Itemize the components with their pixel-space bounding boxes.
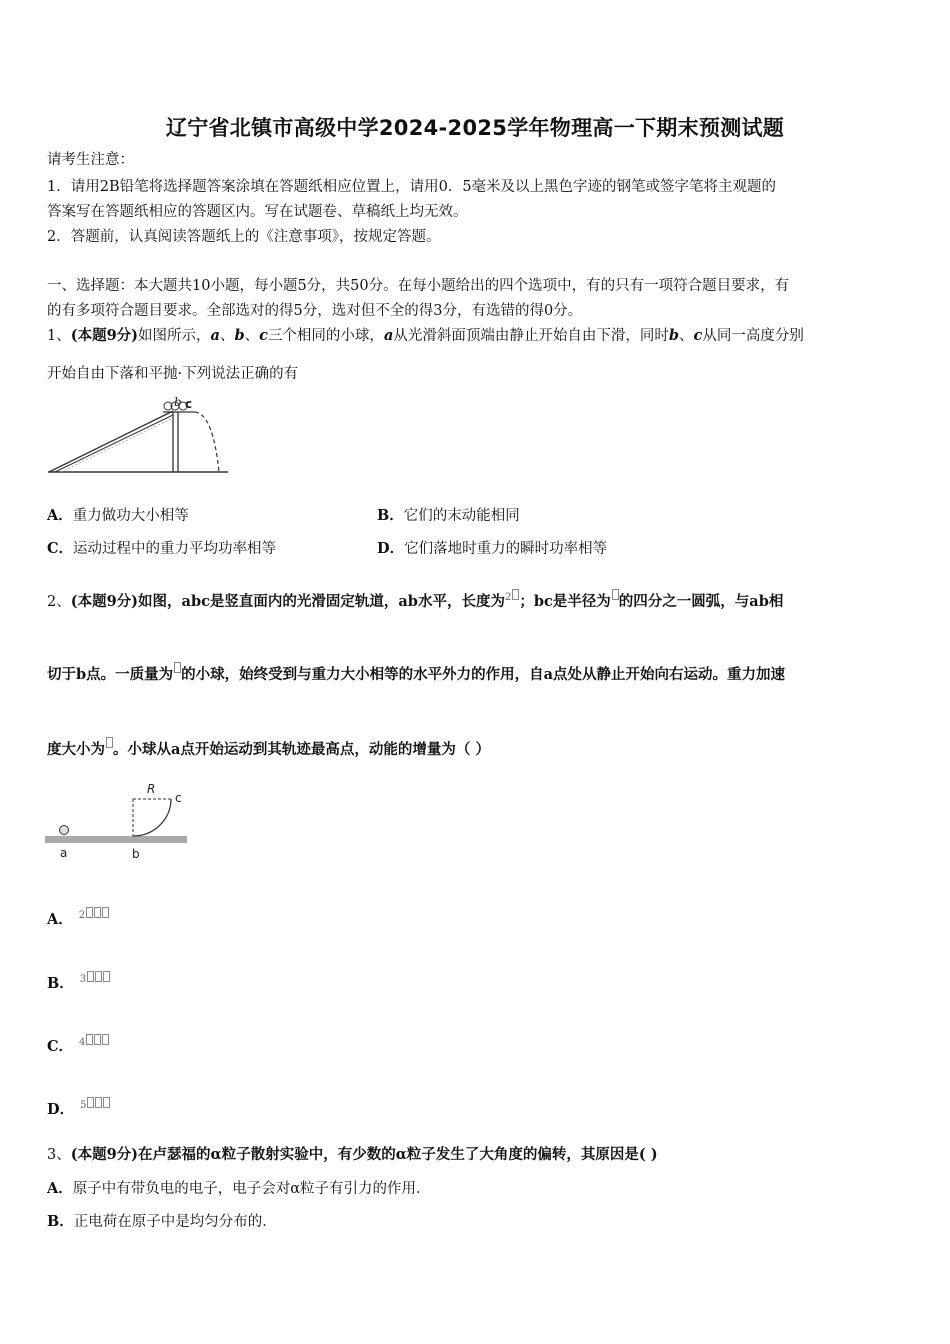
q2-option-b[interactable]: B． 3 [47,970,110,994]
q2-label-c: c [175,791,182,805]
q1-sep-1: 、 [219,328,235,344]
q1-sep-2: 、 [244,328,260,344]
q2-option-c[interactable]: C． 4 [47,1033,109,1057]
notice-line-2: 答案写在答题纸相应的答题区内。写在试题卷、草稿纸上均无效。 [47,204,468,220]
q1-line-2: 开始自由下落和平抛·下列说法正确的有 [47,366,299,382]
notice-line-3: 2．答题前，认真阅读答题纸上的《注意事项》，按规定答题。 [47,229,441,245]
q3-number: 3、 [47,1147,71,1163]
q1-score: (本题9分) [70,327,139,344]
page-title: 辽宁省北镇市高级中学2024-2025学年物理高一下期末预测试题 [165,116,785,140]
q2-option-d[interactable]: D． 5 [47,1096,110,1120]
q3-option-b[interactable]: B．正电荷在原子中是均匀分布的． [47,1213,277,1230]
q1-text-1: 如图所示， [138,328,211,344]
q2-text-6: 度大小为 [47,741,105,758]
q1-text-4: 从同一高度分别 [702,328,804,344]
q2-text-5: 的小球，始终受到与重力大小相等的水平外力的作用，自a点处从静止开始向右运动。重力加速 [181,666,786,683]
q2-label-a: a [60,846,68,860]
q3-text: 在卢瑟福的α粒子散射实验中，有少数的α粒子发生了大角度的偏转，其原因是( ) [138,1146,658,1163]
q1-sep-3: 、 [678,328,694,344]
q1-var-b: b [234,327,245,344]
q3-score: (本题9分) [70,1146,139,1163]
q2-text-7: 。小球从a点开始运动到其轨迹最高点，动能的增量为（ ） [113,741,490,758]
notice-heading: 请考生注意： [47,152,134,168]
q2-line-2 [47,662,785,685]
q1-var-a-2: a [383,327,394,344]
q1-incline-edge-2 [55,415,173,472]
q2-score: (本题9分) [70,593,139,610]
q2-text-2: ；bc是半径为 [519,593,611,610]
q2-symbol-placeholder [106,737,113,748]
q2-option-a[interactable]: A． 2 [47,906,109,930]
q1-option-c[interactable]: C．运动过程中的重力平均功率相等 [47,540,277,557]
q1-option-d[interactable]: D．它们落地时重力的瞬时功率相等 [377,540,608,557]
q1-option-b[interactable]: B．它们的末动能相同 [377,507,520,524]
q2-ball [60,826,69,835]
q2-line-3 [47,737,490,760]
q3-option-a[interactable]: A．原子中有带负电的电子，电子会对α粒子有引力的作用． [47,1180,431,1197]
q1-line-1 [47,326,804,346]
q2-text-4: 切于b点。一质量为 [47,666,174,683]
q1-text-3: 从光滑斜面顶端由静止开始自由下滑，同时 [393,328,669,344]
q2-text-3: 的四分之一圆弧，与ab相 [618,593,784,610]
q1-var-a: a [210,327,220,344]
q2-arc-bc [133,799,171,836]
q1-label-c: c [185,397,193,411]
q1-number: 1、 [47,328,71,344]
q2-text-1: 如图，abc是竖直面内的光滑固定轨道，ab水平，长度为 [138,593,505,610]
q2-label-R: R [147,782,156,796]
q3-line-1 [47,1145,658,1165]
q1-var-c-2: c [693,327,703,344]
section-line-1: 一、选择题：本大题共10小题，每小题5分，共50分。在每小题给出的四个选项中，有的只有一项符合题目要求，有 [47,278,790,294]
q1-incline-shade [61,418,173,472]
q1-text-2: 三个相同的小球， [267,328,384,344]
q2-number: 2、 [47,594,71,610]
q1-option-a[interactable]: A．重力做功大小相等 [47,507,189,524]
q1-var-b-2: b [668,327,679,344]
q1-incline-edge [49,411,173,472]
q1-projectile-path [195,412,219,472]
q2-label-b: b [132,847,140,861]
q2-length-coef: 2 [504,592,512,603]
q2-line-1 [47,588,783,612]
q2-track-ab [45,836,187,843]
q2-symbol-placeholder [612,589,619,600]
q1-label-b: b [174,395,182,409]
notice-line-1: 1．请用2B铅笔将选择题答案涂填在答题纸相应位置上，请用0．5毫米及以上黑色字迹的钢笔或签字笔将主观题的 [47,179,777,195]
q2-figure [43,778,193,866]
section-line-2: 的有多项符合题目要求。全部选对的得5分，选对但不全的得3分，有选错的得0分。 [47,303,583,319]
q1-var-c: c [259,327,268,344]
q1-figure [45,392,235,478]
